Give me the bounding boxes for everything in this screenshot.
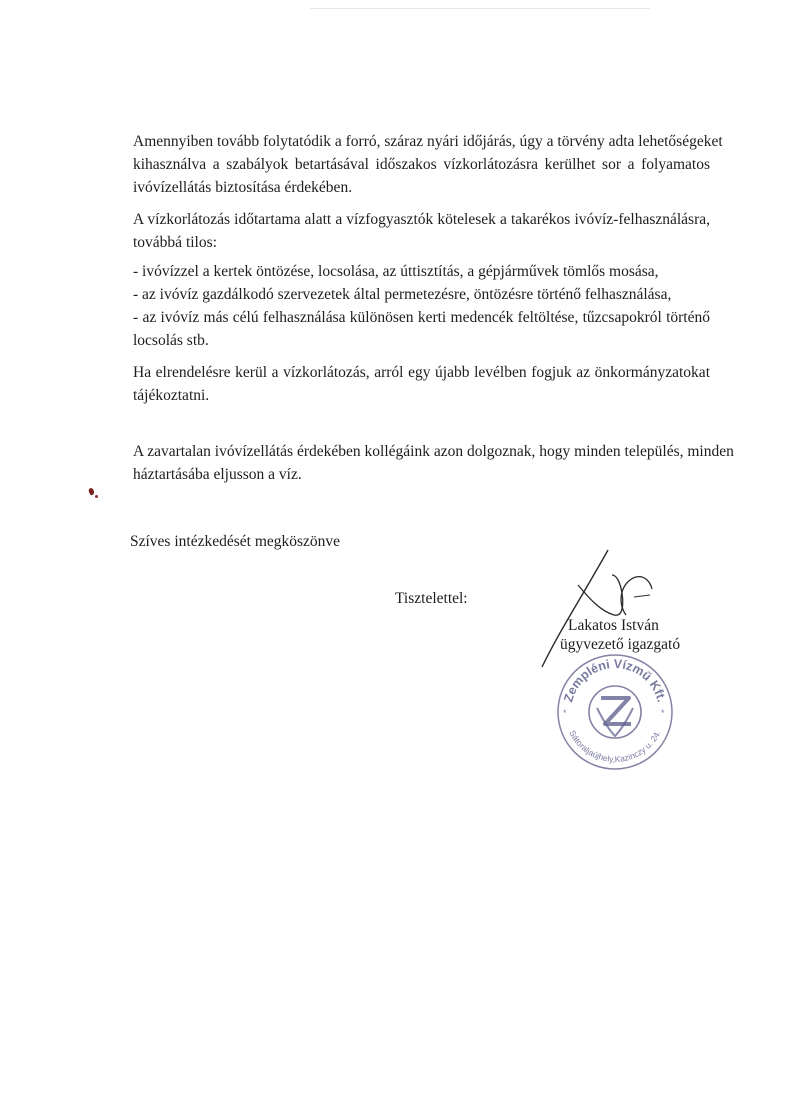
paragraph-line: továbbá tilos: xyxy=(133,234,217,251)
list-item: locsolás stb. xyxy=(133,332,209,349)
prohibited-uses-list xyxy=(133,260,710,352)
paragraph-line: tájékoztatni. xyxy=(133,387,210,404)
paragraph-line: kihasználva a szabályok betartásával időszakos vízkorlátozásra kerülhet sor a folyamatos xyxy=(133,156,710,173)
paragraph-line: háztartásába eljusson a víz. xyxy=(133,466,302,483)
list-item: - az ivóvíz gazdálkodó szervezetek által permetezésre, öntözésre történő felhasználása, xyxy=(133,286,672,303)
paragraph-line: Amennyiben tovább folytatódik a forró, száraz nyári időjárás, úgy a törvény adta lehetőségeket xyxy=(133,133,723,150)
closing-line: Szíves intézkedését megköszönve xyxy=(130,533,341,550)
company-seal-stamp xyxy=(553,650,678,775)
svg-text:Zempléni Vízmű Kft.: Zempléni Vízmű Kft. xyxy=(561,656,669,704)
paragraph-line: A zavartalan ivóvízellátás érdekében kollégáink azon dolgoznak, hogy minden település, minden xyxy=(133,443,734,460)
greeting: Tisztelettel: xyxy=(395,590,468,607)
svg-text:Sátoraljaújhely,Kazinczy u. 24: Sátoraljaújhely,Kazinczy u. 24. xyxy=(567,728,663,765)
scan-edge-line xyxy=(310,8,650,9)
ink-speck xyxy=(88,487,96,496)
paragraph-supply-effort xyxy=(133,440,734,486)
paragraph-line: Ha elrendelésre kerül a vízkorlátozás, arról egy újabb levélben fogjuk az önkormányzatokat xyxy=(133,364,710,381)
svg-text:*: * xyxy=(563,708,567,718)
list-item: - ivóvízzel a kertek öntözése, locsolása, az úttisztítás, a gépjárművek tömlős mosása, xyxy=(133,263,659,280)
list-item: - az ivóvíz más célú felhasználása különösen kerti medencék feltöltése, tűzcsapokról történő xyxy=(133,309,710,326)
paragraph-line: A vízkorlátozás időtartama alatt a vízfogyasztók kötelesek a takarékos ivóvíz-felhasználásra, xyxy=(133,211,710,228)
ink-speck xyxy=(95,495,98,498)
paragraph-line: ivóvízellátás biztosítása érdekében. xyxy=(133,179,353,196)
svg-text:*: * xyxy=(661,708,665,718)
signer-title: ügyvezető igazgató xyxy=(560,636,681,653)
signer-name: Lakatos István xyxy=(568,617,659,634)
paragraph-restriction-intro xyxy=(133,208,710,254)
paragraph-drought-warning xyxy=(133,130,723,199)
paragraph-notification xyxy=(133,361,710,407)
